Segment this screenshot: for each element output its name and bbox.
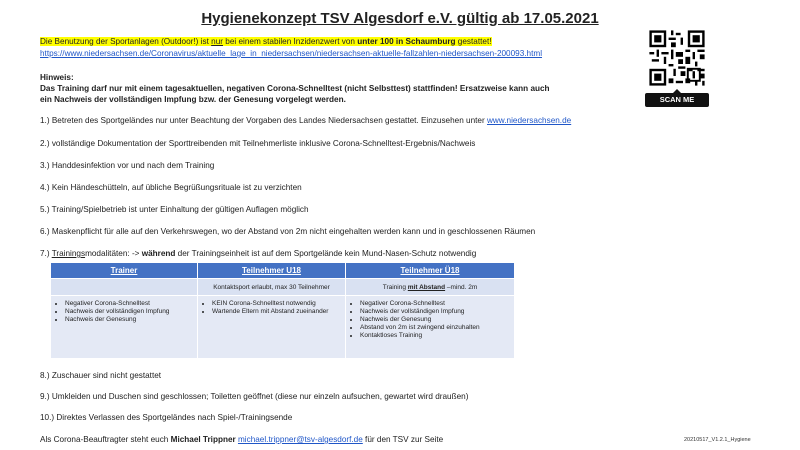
hint-heading: Hinweis: <box>40 73 74 82</box>
contact-email-link[interactable]: michael.trippner@tsv-algesdorf.de <box>237 435 363 444</box>
rule-7-underline: Trainings <box>51 249 86 258</box>
list-item: • KEIN Corona-Schnelltest notwendig <box>212 300 341 308</box>
rule-1-text: 1.) Betreten des Sportgeländes nur unter Beachtung der Vorgaben des Landes Niedersachsen gestattet. Einzusehen unter <box>40 116 487 125</box>
sub-o18-bold: mit Abstand <box>407 283 446 291</box>
banner-text-nur: nur <box>211 37 223 46</box>
sub-trainer <box>51 279 198 296</box>
list-item: • Kontaktloses Training <box>360 332 510 340</box>
qr-code-icon <box>647 28 707 88</box>
sub-o18-pre: Training <box>382 283 408 291</box>
table-header-row <box>51 263 515 279</box>
banner-text-bold: unter 100 in Schaumburg <box>357 37 456 46</box>
rule-3: 3.) Handdesinfektion vor und nach dem Training <box>40 161 215 170</box>
contact-line <box>40 435 443 444</box>
banner-text-post: gestattet! <box>455 37 492 46</box>
rule-10: 10.) Direktes Verlassen des Sportgeländes nach Spiel-/Trainingsende <box>40 413 293 422</box>
rule-7-post: der Trainingseinheit ist auf dem Sportgelände kein Mund-Nasen-Schutz notwendig <box>175 249 477 258</box>
qr-code[interactable] <box>647 28 707 88</box>
training-modalities-table <box>50 262 515 359</box>
list-item: • Nachweis der Genesung <box>65 316 193 324</box>
sub-u18: Kontaktsport erlaubt, max 30 Teilnehmer <box>198 279 346 296</box>
sub-o18-post: –mind. 2m <box>445 283 478 291</box>
version-label: 20210517_V1.2.1_Hygiene <box>684 437 751 443</box>
contact-post: für den TSV zur Seite <box>362 435 444 444</box>
list-item: • Negativer Corona-Schnelltest <box>360 300 510 308</box>
niedersachsen-link[interactable]: www.niedersachsen.de <box>486 116 572 125</box>
table-list-row <box>51 296 515 359</box>
banner-highlight <box>40 37 492 46</box>
hint-line-1: Das Training darf nur mit einem tagesaktuellen, negativen Corona-Schnelltest (nicht Selbsttest) stattfinden! Ersatzweise kann auch <box>40 84 550 93</box>
header-trainer: Trainer <box>51 263 198 279</box>
rule-2: 2.) vollständige Dokumentation der Sporttreibenden mit Teilnehmerliste inklusive Corona-Schnelltest-Ergebnis/Nachweis <box>40 139 476 148</box>
rule-7 <box>40 249 476 258</box>
trainer-requirements <box>51 296 198 359</box>
u18-requirements <box>198 296 346 359</box>
banner-text-pre: Die Benutzung der Sportanlagen (Outdoor!) ist <box>40 37 212 46</box>
list-item: • Nachweis der Genesung <box>360 316 510 324</box>
header-u18: Teilnehmer U18 <box>198 263 346 279</box>
list-item: • Abstand von 2m ist zwingend einzuhalten <box>360 324 510 332</box>
hint-block <box>40 72 550 105</box>
sub-o18 <box>346 279 515 296</box>
list-item: • Nachweis der vollständigen Impfung <box>65 308 193 316</box>
incidence-banner <box>40 36 542 59</box>
scan-me-label: SCAN ME <box>645 93 709 107</box>
rule-5: 5.) Training/Spielbetrieb ist unter Einhaltung der gültigen Auflagen möglich <box>40 205 309 214</box>
rule-7-bold: während <box>141 249 176 258</box>
contact-pre: Als Corona-Beauftragter steht euch <box>40 435 171 444</box>
banner-text-mid: bei einem stabilen Inzidenzwert von <box>222 37 358 46</box>
table-sub-row <box>51 279 515 296</box>
rule-6: 6.) Maskenpflicht für alle auf den Verkehrswegen, wo der Abstand von 2m nicht eingehalten werden kann und in geschlossenen Räumen <box>40 227 536 236</box>
rule-9: 9.) Umkleiden und Duschen sind geschlossen; Toiletten geöffnet (diese nur einzeln aufsuchen, gewartet wird draußen) <box>40 392 469 401</box>
rule-8: 8.) Zuschauer sind nicht gestattet <box>40 371 162 380</box>
rule-7-pre: 7.) <box>40 249 52 258</box>
header-o18: Teilnehmer Ü18 <box>346 263 515 279</box>
list-item: • Negativer Corona-Schnelltest <box>65 300 193 308</box>
incidence-link[interactable]: https://www.niedersachsen.de/Coronavirus/aktuelle_lage_in_niedersachsen/niedersachsen-aktuelle-fallzahlen-niedersachsen-200093.html <box>40 49 543 58</box>
page-title: Hygienekonzept TSV Algesdorf e.V. gültig ab 17.05.2021 <box>201 10 599 27</box>
rule-4: 4.) Kein Händeschütteln, auf übliche Begrüßungsrituale ist zu verzichten <box>40 183 302 192</box>
contact-name: Michael Trippner <box>170 435 236 444</box>
list-item: • Wartende Eltern mit Abstand zueinander <box>212 308 341 316</box>
o18-requirements <box>346 296 515 359</box>
list-item: • Nachweis der vollständigen Impfung <box>360 308 510 316</box>
rule-1 <box>40 116 571 125</box>
hint-line-2: ein Nachweis der vollständigen Impfung bzw. der Genesung vorgelegt werden. <box>40 95 346 104</box>
rule-7-mid: modalitäten: -> <box>85 249 142 258</box>
